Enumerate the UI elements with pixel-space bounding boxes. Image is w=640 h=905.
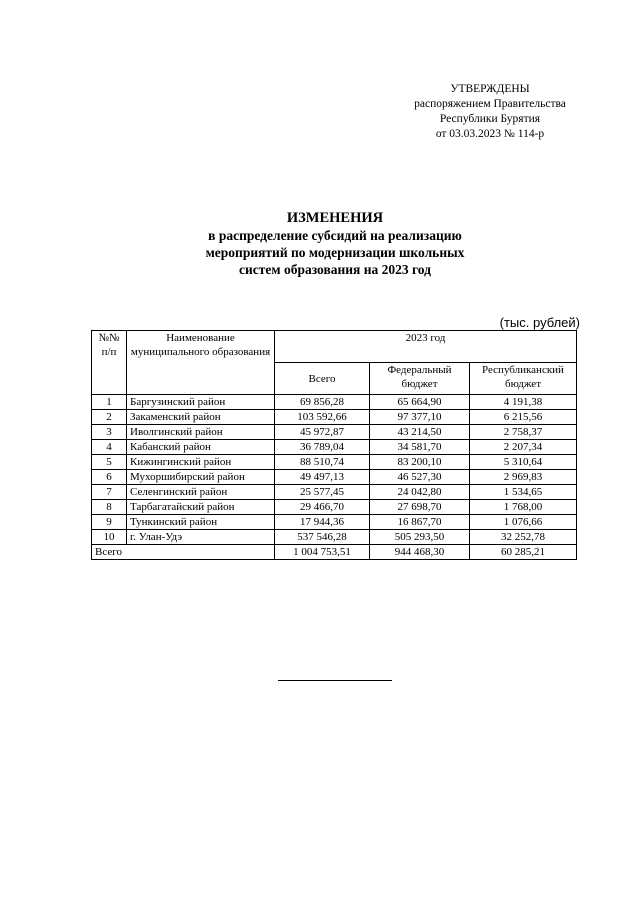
table-row [92, 410, 577, 425]
row-num: 1 [92, 395, 127, 410]
row-federal: 505 293,50 [370, 530, 470, 545]
row-total: 69 856,28 [275, 395, 370, 410]
row-federal: 65 664,90 [370, 395, 470, 410]
header-republic: Республиканский бюджет [470, 363, 577, 395]
title-heading: ИЗМЕНЕНИЯ [286, 210, 384, 226]
row-federal: 43 214,50 [370, 425, 470, 440]
row-republic: 5 310,64 [470, 455, 577, 470]
row-num: 4 [92, 440, 127, 455]
row-republic: 1 534,65 [470, 485, 577, 500]
document-title [120, 210, 550, 278]
totals-total: 1 004 753,51 [275, 545, 370, 560]
row-federal: 24 042,80 [370, 485, 470, 500]
row-name: Тарбагатайский район [127, 500, 275, 515]
row-name: Кабанский район [127, 440, 275, 455]
header-federal: Федеральный бюджет [370, 363, 470, 395]
row-federal: 83 200,10 [370, 455, 470, 470]
row-num: 5 [92, 455, 127, 470]
totals-federal: 944 468,30 [370, 545, 470, 560]
table-row [92, 440, 577, 455]
row-num: 6 [92, 470, 127, 485]
totals-row [92, 545, 577, 560]
row-republic: 1 076,66 [470, 515, 577, 530]
row-total: 25 577,45 [275, 485, 370, 500]
row-republic: 4 191,38 [470, 395, 577, 410]
row-num: 7 [92, 485, 127, 500]
row-federal: 27 698,70 [370, 500, 470, 515]
row-republic: 2 969,83 [470, 470, 577, 485]
row-total: 36 789,04 [275, 440, 370, 455]
table-row [92, 455, 577, 470]
row-republic: 2 207,34 [470, 440, 577, 455]
table-row [92, 395, 577, 410]
approval-title: УТВЕРЖДЕНЫ [450, 83, 530, 95]
row-num: 10 [92, 530, 127, 545]
totals-republic: 60 285,21 [470, 545, 577, 560]
row-name: Селенгинский район [127, 485, 275, 500]
table-row [92, 470, 577, 485]
row-total: 103 592,66 [275, 410, 370, 425]
row-republic: 1 768,00 [470, 500, 577, 515]
row-republic: 6 215,56 [470, 410, 577, 425]
table-row [92, 425, 577, 440]
row-name: Мухоршибирский район [127, 470, 275, 485]
row-total: 88 510,74 [275, 455, 370, 470]
row-total: 49 497,13 [275, 470, 370, 485]
subsidy-table [91, 330, 577, 560]
row-federal: 16 867,70 [370, 515, 470, 530]
row-total: 17 944,36 [275, 515, 370, 530]
units-label: (тыс. рублей) [499, 315, 580, 330]
title-line-2: мероприятий по модернизации школьных [205, 245, 465, 260]
row-name: Иволгинский район [127, 425, 275, 440]
title-line-3: систем образования на 2023 год [238, 262, 431, 277]
row-num: 9 [92, 515, 127, 530]
row-federal: 97 377,10 [370, 410, 470, 425]
row-name: Баргузинский район [127, 395, 275, 410]
table-row [92, 530, 577, 545]
approval-republic: Республики Бурятия [439, 113, 541, 125]
header-year: 2023 год [275, 331, 577, 363]
row-num: 8 [92, 500, 127, 515]
row-republic: 2 758,37 [470, 425, 577, 440]
row-total: 537 546,28 [275, 530, 370, 545]
header-name: Наименование муниципального образования [127, 331, 275, 395]
row-name: г. Улан-Удэ [127, 530, 275, 545]
row-num: 3 [92, 425, 127, 440]
totals-label: Всего [92, 545, 275, 560]
row-federal: 46 527,30 [370, 470, 470, 485]
title-line-1: в распределение субсидий на реализацию [208, 228, 462, 243]
header-num: №№ п/п [92, 331, 127, 395]
row-num: 2 [92, 410, 127, 425]
table-row [92, 485, 577, 500]
approval-date: от 03.03.2023 № 114-р [435, 128, 545, 140]
header-total: Всего [275, 363, 370, 395]
row-republic: 32 252,78 [470, 530, 577, 545]
row-name: Закаменский район [127, 410, 275, 425]
row-total: 29 466,70 [275, 500, 370, 515]
approval-order: распоряжением Правительства [414, 98, 566, 110]
table-row [92, 515, 577, 530]
row-total: 45 972,87 [275, 425, 370, 440]
row-name: Тункинский район [127, 515, 275, 530]
row-name: Кижингинский район [127, 455, 275, 470]
approval-stamp [390, 82, 590, 142]
table-row [92, 500, 577, 515]
end-rule [278, 680, 392, 681]
row-federal: 34 581,70 [370, 440, 470, 455]
